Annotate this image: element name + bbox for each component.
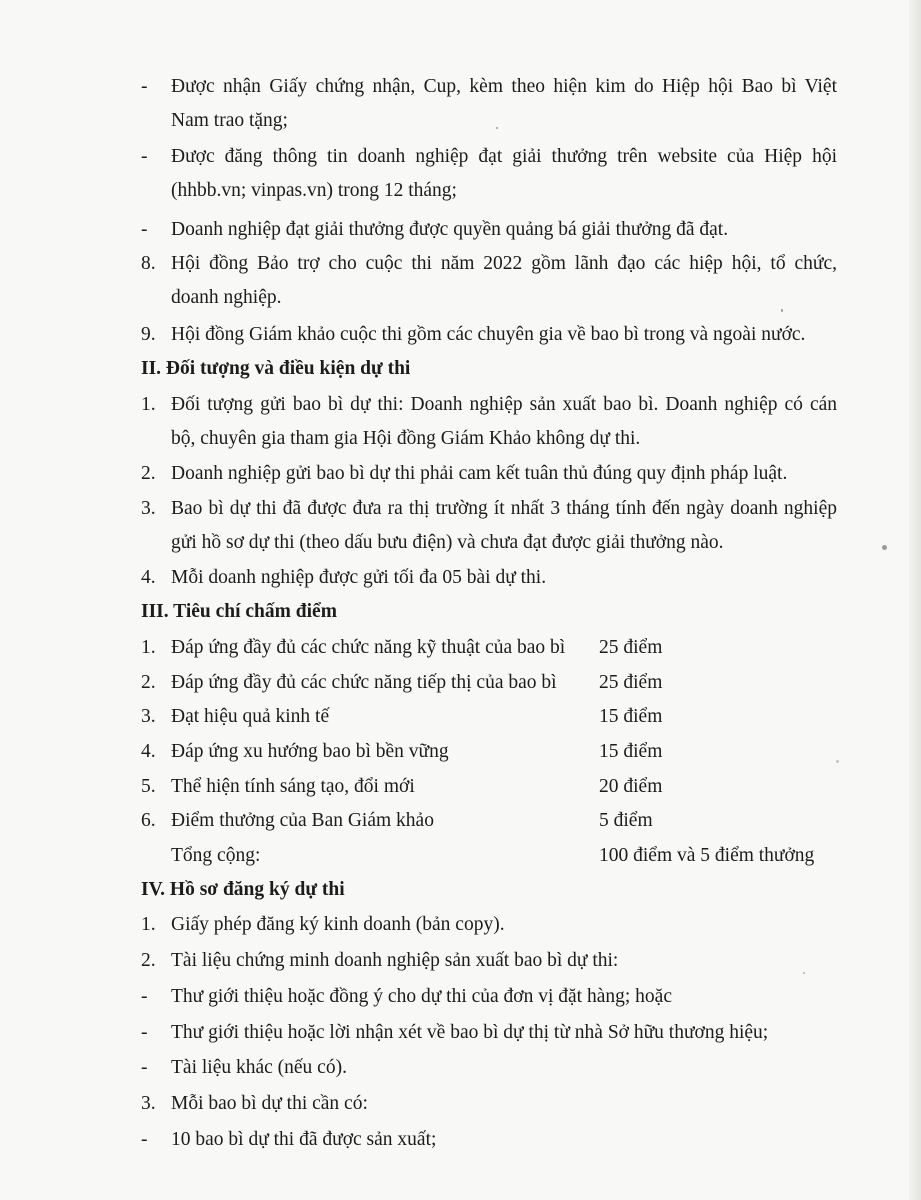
criterion-marker: 5.: [141, 776, 156, 797]
list-item-text: Doanh nghiệp gửi bao bì dự thi phải cam kết tuân thủ đúng quy định pháp luật.: [171, 463, 788, 484]
criterion-text: Đạt hiệu quả kinh tế: [171, 706, 330, 727]
criterion-marker: 2.: [141, 672, 156, 693]
criterion-text: Điểm thưởng của Ban Giám khảo: [171, 810, 434, 831]
list-item-text: Thư giới thiệu hoặc đồng ý cho dự thi của đơn vị đặt hàng; hoặc: [171, 986, 672, 1007]
list-marker: 1.: [141, 914, 156, 935]
section-heading-3: III. Tiêu chí chấm điểm: [141, 601, 337, 622]
list-marker: -: [141, 1022, 148, 1043]
total-value: 100 điểm và 5 điểm thưởng: [599, 845, 815, 866]
list-marker: -: [141, 986, 148, 1007]
criterion-text: Đáp ứng đầy đủ các chức năng kỹ thuật của bao bì: [171, 637, 566, 658]
criterion-text: Đáp ứng đầy đủ các chức năng tiếp thị của bao bì: [171, 672, 557, 693]
criterion-points: 5 điểm: [599, 810, 653, 831]
scan-speck: [781, 309, 783, 312]
criterion-text: Đáp ứng xu hướng bao bì bền vững: [171, 741, 449, 762]
list-item-text: Giấy phép đăng ký kinh doanh (bản copy).: [171, 914, 505, 935]
criterion-points: 25 điểm: [599, 672, 663, 693]
list-item-text: Hội đồng Giám khảo cuộc thi gồm các chuyên gia về bao bì trong và ngoài nước.: [171, 324, 806, 345]
list-item-text: Mỗi bao bì dự thi cần có:: [171, 1093, 368, 1114]
list-item-text: gửi hồ sơ dự thi (theo dấu bưu điện) và chưa đạt được giải thưởng nào.: [171, 532, 724, 553]
list-item-text: Bao bì dự thi đã được đưa ra thị trường ít nhất 3 tháng tính đến ngày doanh nghiệp: [171, 498, 837, 519]
criterion-points: 15 điểm: [599, 706, 663, 727]
scan-speck: [882, 545, 887, 550]
list-item-text: Thư giới thiệu hoặc lời nhận xét về bao bì dự thị từ nhà Sở hữu thương hiệu;: [171, 1022, 769, 1043]
list-marker: 9.: [141, 324, 156, 345]
scan-speck: [496, 127, 498, 129]
scan-speck: [803, 972, 805, 974]
criterion-marker: 3.: [141, 706, 156, 727]
criterion-points: 15 điểm: [599, 741, 663, 762]
list-item-text: Nam trao tặng;: [171, 110, 288, 131]
criterion-marker: 1.: [141, 637, 156, 658]
section-heading-4: IV. Hồ sơ đăng ký dự thi: [141, 879, 345, 900]
list-item-text: 10 bao bì dự thi đã được sản xuất;: [171, 1129, 437, 1150]
list-item-text: Hội đồng Bảo trợ cho cuộc thi năm 2022 gồm lãnh đạo các hiệp hội, tổ chức,: [171, 253, 837, 274]
criterion-points: 20 điểm: [599, 776, 663, 797]
criterion-text: Thể hiện tính sáng tạo, đổi mới: [171, 776, 415, 797]
list-marker: 2.: [141, 950, 156, 971]
list-marker: 4.: [141, 567, 156, 588]
list-item-text: Doanh nghiệp đạt giải thưởng được quyền quảng bá giải thưởng đã đạt.: [171, 219, 729, 240]
list-marker: 3.: [141, 1093, 156, 1114]
criterion-marker: 4.: [141, 741, 156, 762]
scan-speck: [836, 760, 839, 763]
list-item-text: Được đăng thông tin doanh nghiệp đạt giải thưởng trên website của Hiệp hội: [171, 146, 837, 167]
list-item-text: doanh nghiệp.: [171, 287, 282, 308]
criterion-points: 25 điểm: [599, 637, 663, 658]
list-item-text: Mỗi doanh nghiệp được gửi tối đa 05 bài dự thi.: [171, 567, 547, 588]
list-marker: -: [141, 219, 148, 240]
list-marker: 1.: [141, 394, 156, 415]
section-heading-2: II. Đối tượng và điều kiện dự thi: [141, 358, 411, 379]
list-marker: 8.: [141, 253, 156, 274]
list-item-text: bộ, chuyên gia tham gia Hội đồng Giám Khảo không dự thi.: [171, 428, 641, 449]
total-label: Tổng cộng:: [171, 845, 261, 866]
list-item-text: Tài liệu chứng minh doanh nghiệp sản xuất bao bì dự thi:: [171, 950, 619, 971]
list-marker: -: [141, 1129, 148, 1150]
list-item-text: Được nhận Giấy chứng nhận, Cup, kèm theo hiện kim do Hiệp hội Bao bì Việt: [171, 76, 837, 97]
list-marker: -: [141, 76, 148, 97]
list-marker: 3.: [141, 498, 156, 519]
list-item-text: (hhbb.vn; vinpas.vn) trong 12 tháng;: [171, 180, 457, 201]
list-marker: -: [141, 1057, 148, 1078]
list-item-text: Tài liệu khác (nếu có).: [171, 1057, 347, 1078]
list-marker: 2.: [141, 463, 156, 484]
list-marker: -: [141, 146, 148, 167]
criterion-marker: 6.: [141, 810, 156, 831]
list-item-text: Đối tượng gửi bao bì dự thi: Doanh nghiệp sản xuất bao bì. Doanh nghiệp có cán: [171, 394, 837, 415]
